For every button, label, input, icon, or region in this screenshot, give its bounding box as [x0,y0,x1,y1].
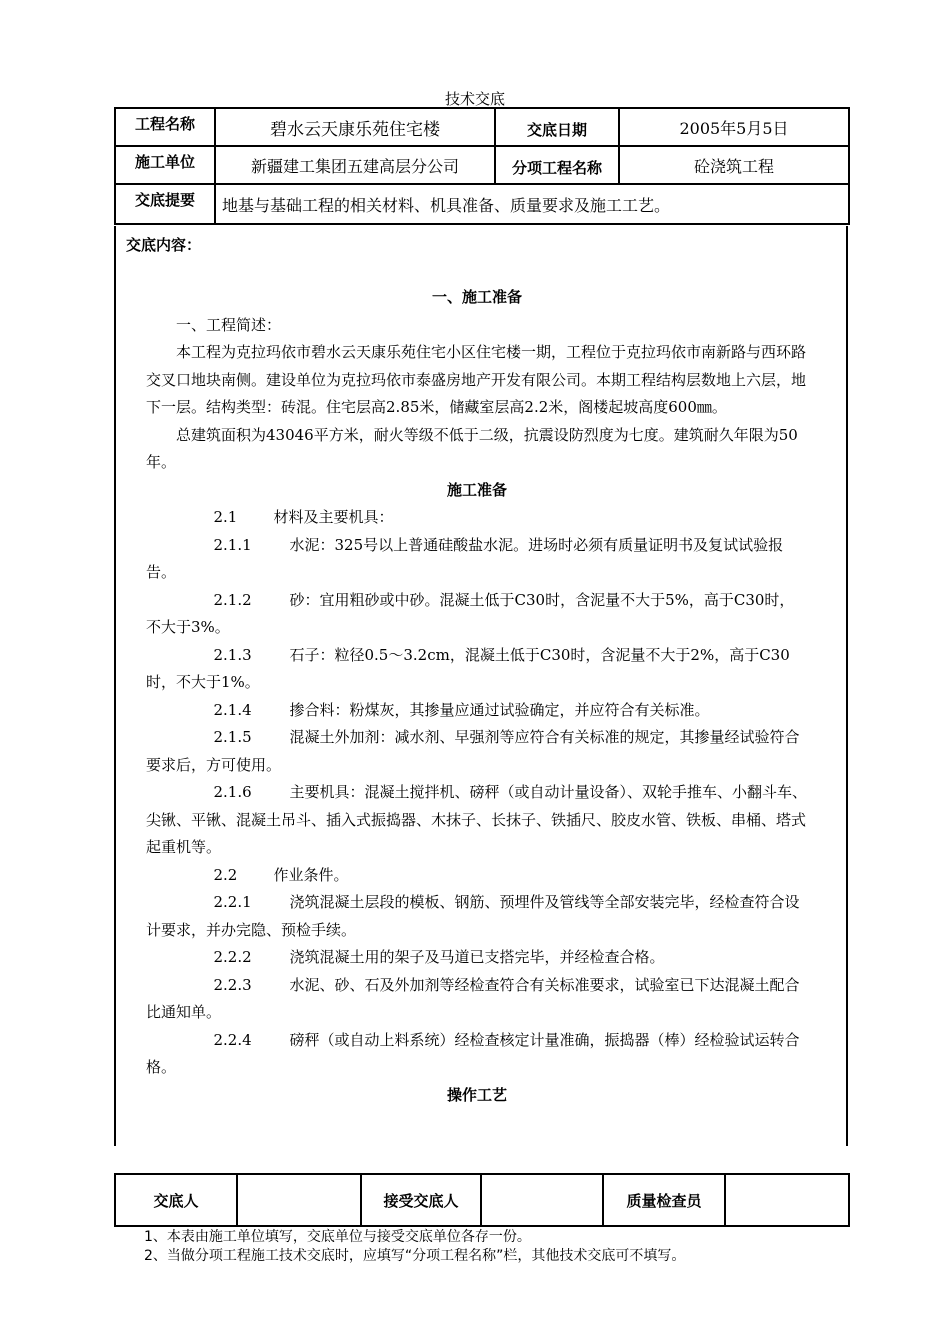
project-name-label: 工程名称 [115,108,215,146]
date-label: 交底日期 [495,108,619,146]
item-text: 磅秤（或自动上料系统）经检查核定计量准确，振捣器（棒）经检验试运转合格。 [146,1030,800,1076]
item-number: 2.2 [213,865,238,884]
item-text: 混凝土外加剂：减水剂、早强剂等应符合有关标准的规定，其掺量经试验符合要求后，方可使用。 [146,728,800,774]
item-text: 主要机具：混凝土搅拌机、磅秤（或自动计量设备）、双轮手推车、小翻斗车、尖锹、平锹、混凝土吊斗、插入式振捣器、木抹子、长抹子、铁插尺、胶皮水管、铁板、串桶、塔式起重机等。 [146,783,808,856]
content-label: 交底内容： [126,236,202,254]
section-heading-preparation: 一、施工准备 [431,288,522,306]
date-value: 2005年5月5日 [619,108,849,146]
summary-value: 地基与基础工程的相关材料、机具准备、质量要求及施工工艺。 [215,184,849,224]
item-text: 石子：粒径0.5～3.2cm，混凝土低于C30时，含泥量不大于2%，高于C30时，不大于1%。 [146,645,790,691]
document-title: 技术交底 [444,90,505,108]
section-heading-operation: 操作工艺 [446,1085,507,1104]
item-text: 水泥：325号以上普通硅酸盐水泥。进场时必须有质量证明书及复试试验报告。 [146,535,784,581]
item-number: 2.1.2 [213,590,252,609]
preparation-item [146,889,808,944]
subproject-label: 分项工程名称 [495,146,619,184]
footnote-1: 1、本表由施工单位填写，交底单位与接受交底单位各存一份。 [144,1229,531,1245]
item-text: 掺合料：粉煤灰，其掺量应通过试验确定，并应符合有关标准。 [289,700,710,719]
item-text: 材料及主要机具： [273,508,394,526]
item-text: 作业条件。 [273,865,349,884]
preparation-item [146,1027,808,1082]
signature-table [114,1173,850,1227]
overview-paragraph-2: 总建筑面积为43046平方米，耐火等级不低于二级，抗震设防烈度为七度。建筑耐久年限为50年。 [146,425,798,471]
preparation-item [146,779,808,862]
preparation-item [146,532,808,587]
footnotes [144,1228,685,1266]
item-number: 2.2.3 [213,975,252,994]
item-text: 浇筑混凝土用的架子及马道已支搭完毕，并经检查合格。 [289,948,665,966]
item-text: 水泥、砂、石及外加剂等经检查符合有关标准要求，试验室已下达混凝土配合比通知单。 [146,975,800,1021]
discloser-signature-field[interactable] [237,1174,361,1226]
header-table [114,107,850,225]
subproject-value: 砼浇筑工程 [619,146,849,184]
subheading-overview: 一、工程简述： [176,315,282,334]
item-number: 2.1.6 [213,783,252,801]
contractor-label: 施工单位 [115,146,215,184]
item-text: 砂：宜用粗砂或中砂。混凝土低于C30时，含泥量不大于5%，高于C30时，不大于3%。 [146,590,795,636]
overview-paragraph-1: 本工程为克拉玛依市碧水云天康乐苑住宅小区住宅楼一期，工程位于克拉玛依市南新路与西环路交叉口地块南侧。建设单位为克拉玛依市泰盛房地产开发有限公司。本期工程结构层数地上六层，地下一层。结构类型：砖混。住宅层高2.85米，储藏室层高2.2米，阁楼起坡高度600㎜。 [146,343,807,416]
contractor-value: 新疆建工集团五建高层分公司 [215,146,495,184]
discloser-label: 交底人 [115,1174,237,1226]
content-body [146,284,808,1109]
preparation-item [146,862,808,890]
preparation-item [146,972,808,1027]
item-number: 2.1.4 [213,700,252,719]
preparation-item [146,504,808,532]
item-number: 2.1.5 [213,728,252,746]
footnote-2: 2、当做分项工程施工技术交底时，应填写“分项工程名称”栏，其他技术交底可不填写。 [144,1248,686,1264]
item-number: 2.2.2 [213,948,252,966]
inspector-label: 质量检查员 [603,1174,725,1226]
preparation-item [146,697,808,725]
item-number: 2.2.1 [213,893,252,911]
receiver-signature-field[interactable] [481,1174,603,1226]
preparation-item [146,724,808,779]
preparation-item [146,587,808,642]
section-heading-preparation-2: 施工准备 [446,480,507,499]
item-number: 2.2.4 [213,1030,252,1049]
item-number: 2.1.3 [213,645,252,664]
project-name-value: 碧水云天康乐苑住宅楼 [215,108,495,146]
preparation-item [146,944,808,972]
item-text: 浇筑混凝土层段的模板、钢筋、预埋件及管线等全部安装完毕，经检查符合设计要求，并办完隐、预检手续。 [146,893,800,939]
preparation-items [146,504,808,1082]
receiver-label: 接受交底人 [361,1174,481,1226]
inspector-signature-field[interactable] [725,1174,849,1226]
summary-label: 交底提要 [115,184,215,224]
item-number: 2.1.1 [213,535,252,554]
item-number: 2.1 [213,508,238,526]
content-area [114,226,848,1146]
preparation-item [146,642,808,697]
